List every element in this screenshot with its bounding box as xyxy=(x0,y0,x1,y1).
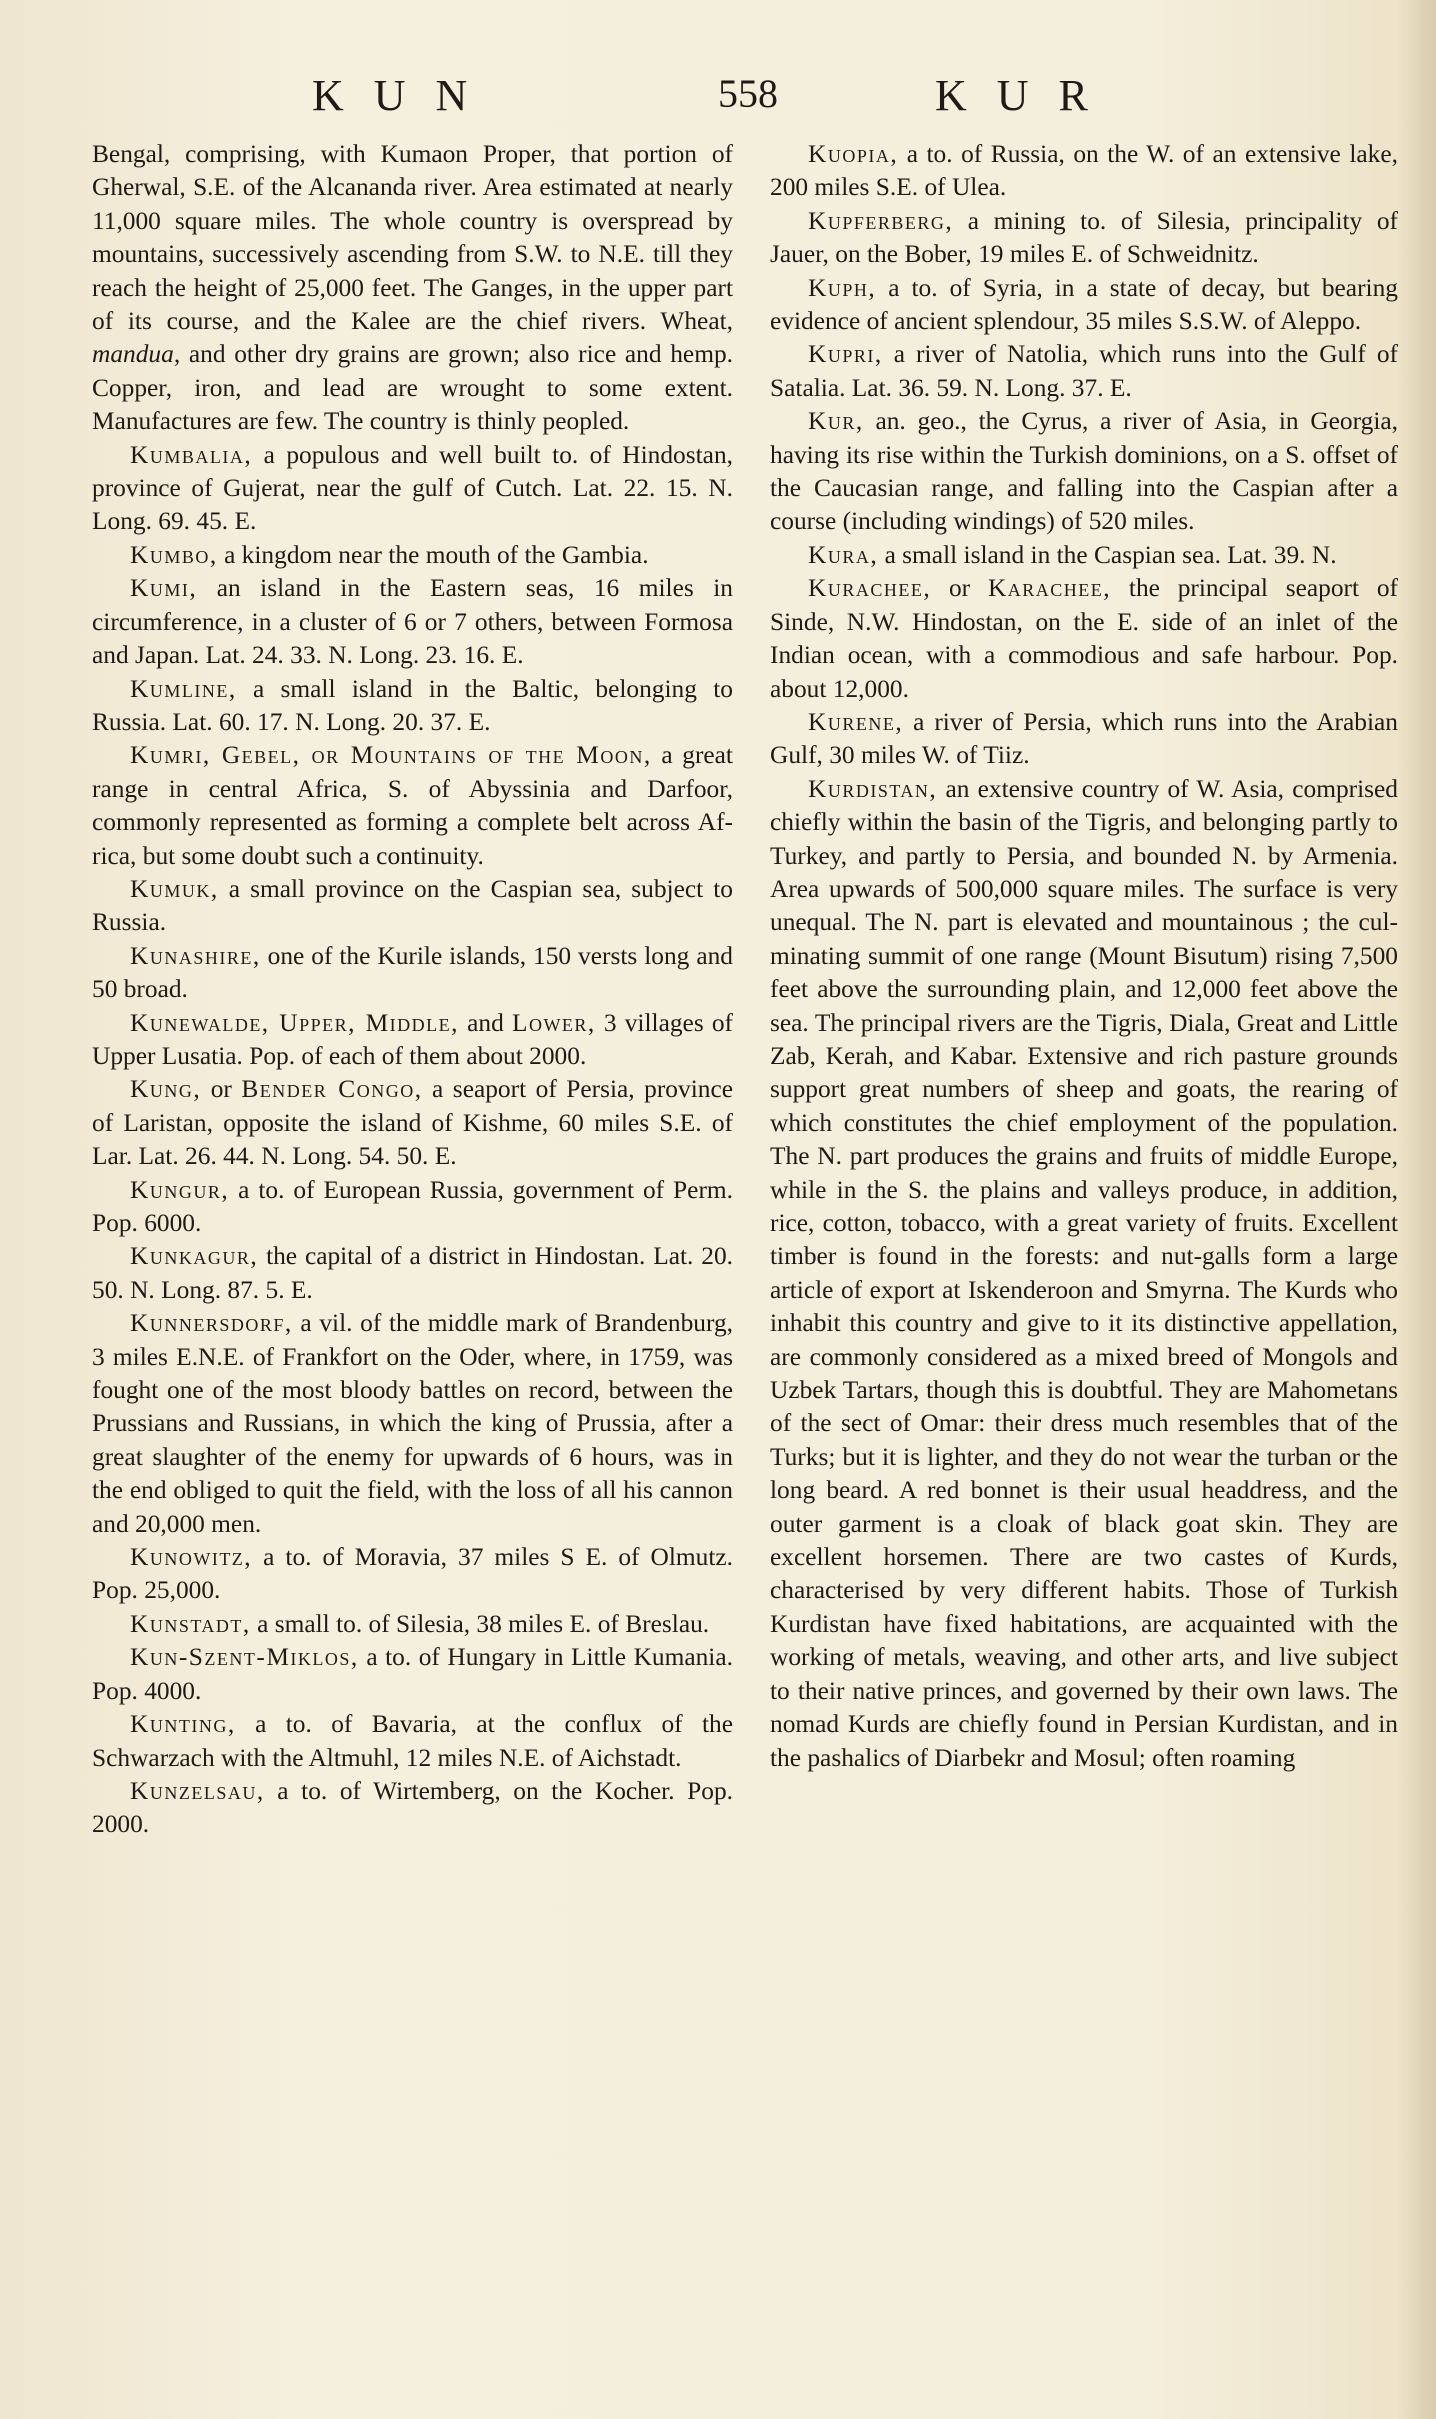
entry-text: a small island in the Baltic, belonging to Russia. Lat. 60. 17. N. Long. 20. 37. E. xyxy=(92,674,733,736)
dictionary-entry xyxy=(770,773,1398,1775)
entry-headword: Kuopia, xyxy=(808,140,899,168)
entry-headword: Kumuk, xyxy=(130,874,219,903)
entry-headword: Kung, xyxy=(130,1075,202,1104)
entry-text: the capital of a district in Hindostan. Lat. 20. 50. N. Long. 87. 5. E. xyxy=(92,1242,733,1304)
dictionary-entry xyxy=(92,1307,733,1541)
entry-text: or xyxy=(210,1075,232,1104)
page-edge-shadow xyxy=(1398,0,1436,2419)
header-left-guideword: KUN xyxy=(312,71,498,120)
dictionary-entry xyxy=(92,1775,733,1842)
entry-text: an extensive country of W. Asia, comprised chiefly within the basin of the Tigris, and belonging partly to Turkey, and partly to Persia, and bounded N. by Armenia. Area upwards of 500,000 square miles. The surface is very unequal. The N. part is elevated and mountainous ; the culminating summit of one range (Mount Bisutum) rising 7,500 feet above the surrounding plain, and 12,000 feet above the sea. The principal rivers are the Tigris, Diala, Great and Little Zab, Kerah, and Kabar. Extensive and rich pasture grounds support great numbers of sheep and goats, the rearing of which constitutes the chief employment of the population. The N. part produces the grains and fruits of middle Europe, while in the S. the plains and valleys produce, in addition, rice, cotton, tobacco, with a great variety of fruits. Excellent timber is found in the forests: and nut-galls form a large article of export at Iskenderoon and Smyrna. The Kurds who inhabit this country and give to it its distinctive appellation, are commonly considered as a mixed breed of Mongols and Uzbek Tartars, though this is doubtful. They are Mahometans of the sect of Omar: their dress much resembles that of the Turks; but it is lighter, and they do not wear the turban or the long beard. A red bonnet is their usual headdress, and the outer garment is a cloak of black goat skin. They are excellent horsemen. There are two castes of Kurds, characterised by very different habits. Those of Turkish Kurdistan have fixed habitations, are acquainted with the working of metals, weaving, and other arts, and live subject to their native princes, and governed by their own laws. The nomad Kurds are chiefly found in Persian Kurdistan, and in the pashalics of Diarbekr and Mosul; often roaming xyxy=(770,774,1398,1772)
dictionary-entry xyxy=(92,1073,733,1173)
entry-text: a to. of Moravia, 37 miles S E. of Olmutz. Pop. 25,000. xyxy=(92,1543,733,1605)
dictionary-entry xyxy=(770,338,1398,405)
entry-headword: Kunowitz, xyxy=(130,1543,253,1572)
entry-headword: Kunting, xyxy=(130,1710,236,1739)
entry-headword: Kunashire, xyxy=(130,941,261,970)
entry-text: a to. of Hungary in Little Kumania. Pop. 4000. xyxy=(92,1643,733,1705)
entry-headword: Kunkagur, xyxy=(130,1242,259,1271)
dictionary-entry xyxy=(92,572,733,672)
entry-headword: Kunzelsau, xyxy=(130,1776,265,1805)
dictionary-entry xyxy=(92,873,733,940)
dictionary-entry xyxy=(770,572,1398,706)
dictionary-entry xyxy=(92,539,733,572)
entry-text: a kingdom near the mouth of the Gambia. xyxy=(224,540,649,569)
entry-headword: Kumline, xyxy=(130,674,237,703)
entry-text: or xyxy=(948,574,971,603)
entry-headword: Kumi, xyxy=(130,574,198,603)
entry-headword: Kuph, xyxy=(808,273,877,302)
entry-headword: Kungur, xyxy=(130,1175,230,1204)
dictionary-entry xyxy=(92,1240,733,1307)
entry-text-tail: a seaport of Persia, province of Laristan, opposite the island of Kishme, 60 miles S.E. of Lar. Lat. 26. 44. N. Long. 54. 50. E. xyxy=(92,1075,733,1171)
dictionary-entry xyxy=(92,1007,733,1074)
entry-headword: Kura, xyxy=(808,540,879,569)
entry-italic-term: mandua, xyxy=(92,340,181,369)
entry-headword: Kupferberg, xyxy=(808,206,954,235)
entry-headword: Kurachee, xyxy=(808,574,932,603)
dictionary-entry xyxy=(770,205,1398,272)
entry-headword-alt: Lower, xyxy=(511,1008,596,1037)
entry-headword: Kumbo, xyxy=(130,540,218,569)
entry-text: a to. of European Russia, government of Perm. Pop. 6000. xyxy=(92,1175,733,1237)
dictionary-entry xyxy=(92,1708,733,1775)
dictionary-entry xyxy=(92,1541,733,1608)
entry-headword: Kurene, xyxy=(808,707,904,736)
dictionary-entry xyxy=(770,138,1398,205)
dictionary-entry xyxy=(92,1641,733,1708)
entry-text: a small island in the Caspian sea. Lat. 39. N. xyxy=(884,540,1337,569)
dictionary-entry xyxy=(92,138,733,439)
dictionary-entry xyxy=(92,1608,733,1641)
entry-text: an. geo., the Cyrus, a river of Asia, in Georgia, having its rise within the Turkish dominions, on a S. offset of the Caucasian range, and falling into the Caspian after a course (including windings) of 520 miles. xyxy=(770,407,1398,536)
entry-text: and xyxy=(467,1008,504,1037)
dictionary-entry xyxy=(92,940,733,1007)
entry-headword: Kunstadt, xyxy=(130,1609,251,1638)
entry-text-tail: the principal seaport of Sinde, N.W. Hindostan, on the E. side of an inlet of the Indian ocean, with a commodious and safe harbour. Pop. about 12,000. xyxy=(770,574,1398,703)
left-column xyxy=(92,138,733,2398)
dictionary-entry xyxy=(770,405,1398,539)
entry-headword: Kumri, Gebel, or Mountains of the Moon, xyxy=(130,741,652,770)
dictionary-entry xyxy=(770,539,1398,572)
dictionary-entry xyxy=(92,1174,733,1241)
entry-text: a to. of Syria, in a state of decay, but bearing evidence of ancient splendour, 35 miles S.S.W. of Aleppo. xyxy=(770,273,1398,336)
entry-text: a river of Natolia, which runs into the Gulf of Satalia. Lat. 36. 59. N. Long. 37. E. xyxy=(770,340,1398,402)
dictionary-entry xyxy=(92,439,733,539)
entry-text: a river of Persia, which runs into the Arabian Gulf, 30 miles W. of Tiiz. xyxy=(770,707,1398,770)
entry-text: Bengal, comprising, with Kumaon Proper, that portion of Gherwal, S.E. of the Alcananda river. Area estimated at nearly 11,000 square miles. The whole country is overspread by mountains, successively ascending from S.W. to N.E. till they reach the height of 25,000 feet. The Ganges, in the upper part of its course, and the Kalee are the chief rivers. Wheat, xyxy=(92,140,733,336)
entry-headword: Kun-Szent-Miklos, xyxy=(130,1643,359,1672)
entry-headword: Kunnersdorf, xyxy=(130,1309,293,1338)
entry-text-tail: 3 villages of Upper Lusatia. Pop. of each of them about 2000. xyxy=(92,1008,733,1070)
entry-text: one of the Kurile islands, 150 versts long and 50 broad. xyxy=(92,941,733,1004)
entry-headword: Kupri, xyxy=(808,340,883,369)
entry-headword-alt: Bender Congo, xyxy=(241,1075,423,1104)
entry-text: a to. of Russia, on the W. of an extensive lake, 200 miles S.E. of Ulea. xyxy=(770,140,1398,202)
entry-text: a small to. of Silesia, 38 miles E. of Breslau. xyxy=(257,1609,710,1638)
dictionary-entry xyxy=(770,272,1398,339)
entry-headword: Kunewalde, Upper, Middle, xyxy=(130,1008,460,1037)
entry-text: a mining to. of Silesia, principality of Jauer, on the Bober, 19 miles E. of Schweidnitz. xyxy=(770,206,1398,269)
entry-text: a populous and well built to. of Hindostan, province of Gujerat, near the gulf of Cutch. Lat. 22. 15. N. Long. 69. 45. E. xyxy=(92,440,733,536)
dictionary-entry xyxy=(92,673,733,740)
entry-text: a small province on the Caspian sea, subject to Russia. xyxy=(92,874,733,937)
entry-text: a to. of Bavaria, at the conflux of the Schwarzach with the Altmuhl, 12 miles N.E. of Aichstadt. xyxy=(92,1710,733,1772)
page-number: 558 xyxy=(718,71,778,116)
entry-headword: Kurdistan, xyxy=(808,774,938,803)
dictionary-entry xyxy=(770,706,1398,773)
entry-headword: Kumbalia, xyxy=(130,440,253,469)
entry-headword: Kur, xyxy=(808,407,864,436)
entry-text-tail: and other dry grains are grown; also rice and hemp. Copper, iron, and lead are wrought to some extent. Manufactures are few. The country is thinly peopled. xyxy=(92,340,733,436)
right-column xyxy=(770,138,1398,2398)
entry-text: an island in the Eastern seas, 16 miles in circumference, in a cluster of 6 or 7 others, between Formosa and Japan. Lat. 24. 33. N. Long. 23. 16. E. xyxy=(92,574,733,670)
dictionary-entry xyxy=(92,739,733,873)
entry-text: a to. of Wirtemberg, on the Kocher. Pop. 2000. xyxy=(92,1776,733,1839)
entry-text: a great range in central Africa, S. of Abyssinia and Darfoor, commonly represented as forming a complete belt across Africa, but some doubt such a continuity. xyxy=(92,741,733,870)
entry-text: a vil. of the middle mark of Brandenburg, 3 miles E.N.E. of Frankfort on the Oder, where, in 1759, was fought one of the most bloody battles on record, between the Prussians and Russians, in which the king of Prussia, after a great slaughter of the enemy for upwards of 6 hours, was in the end obliged to quit the field, with the loss of all his cannon and 20,000 men. xyxy=(92,1309,733,1538)
header-right-guideword: KUR xyxy=(935,71,1118,120)
entry-headword-alt: Karachee, xyxy=(987,574,1112,603)
running-header xyxy=(0,70,1436,130)
